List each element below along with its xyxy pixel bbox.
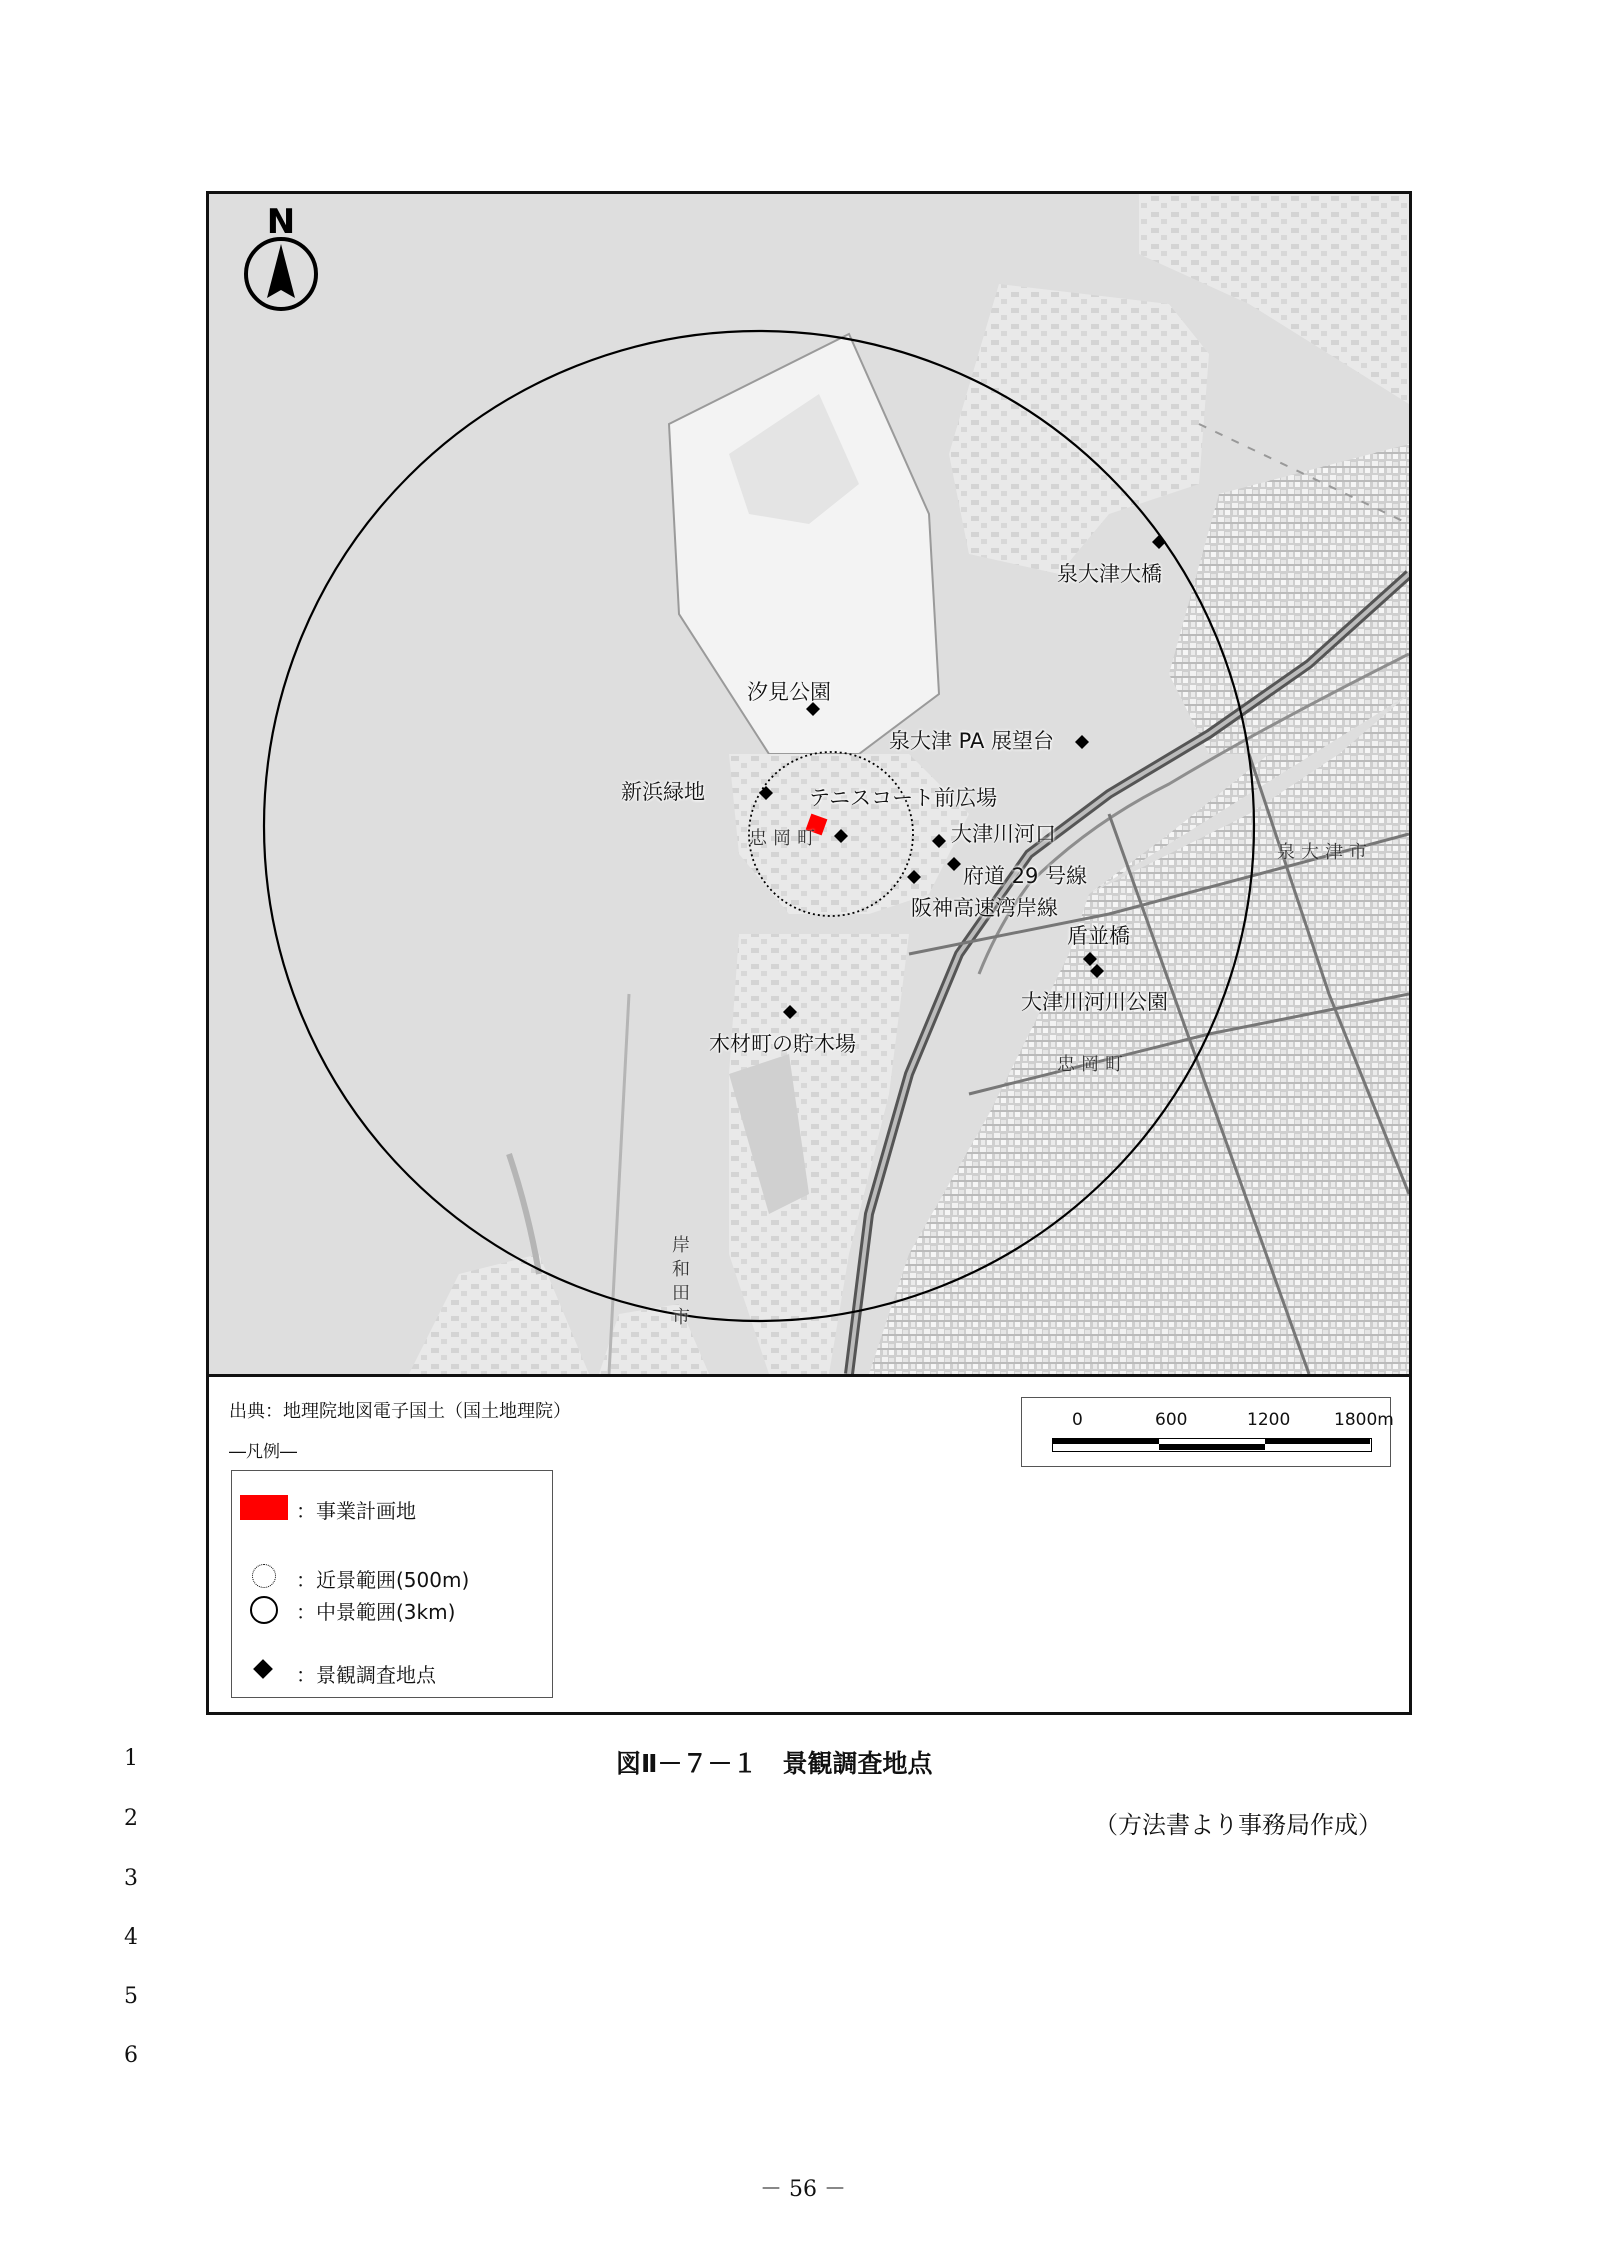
base-map — [209, 194, 1409, 1374]
line-number: 3 — [124, 1866, 138, 1891]
north-label: N — [266, 202, 296, 242]
project-site-swatch — [240, 1495, 288, 1520]
page-number: － 56 － — [760, 2177, 846, 2202]
scale-bar — [1021, 1397, 1394, 1467]
scale-tick-label: 0 — [1072, 1410, 1083, 1430]
figure-frame — [206, 191, 1412, 1715]
scale-bar-track — [1052, 1438, 1372, 1452]
map-area — [209, 194, 1409, 1377]
dotted-circle-icon — [252, 1564, 276, 1588]
survey-point-label: 泉大津 PA 展望台 — [889, 729, 1055, 753]
survey-point-label: 新浜緑地 — [621, 780, 705, 804]
place-name-kishiwada: 岸和田市 — [672, 1235, 690, 1328]
legend-heading: ―凡例― — [229, 1442, 297, 1462]
scale-tick-label: 1800m — [1334, 1410, 1394, 1430]
line-number: 2 — [124, 1806, 138, 1831]
survey-point-label: 盾並橋 — [1067, 924, 1130, 948]
survey-point-label: テニスコート前広場 — [809, 786, 998, 810]
line-number: 1 — [124, 1746, 138, 1771]
survey-point-label: 木材町の貯木場 — [709, 1032, 856, 1056]
figure-note: （方法書より事務局作成） — [1094, 1811, 1382, 1839]
survey-point-label: 阪神高速湾岸線 — [911, 896, 1058, 920]
place-name-tadaoka: 忠岡町 — [749, 828, 821, 849]
diamond-icon — [253, 1659, 273, 1679]
map-source: 出典：地理院地図電子国土（国土地理院） — [229, 1401, 571, 1422]
line-number: 5 — [124, 1984, 138, 2009]
circle-icon — [250, 1596, 278, 1624]
survey-point-label: 大津川河口 — [951, 822, 1056, 846]
scale-tick-label: 1200 — [1247, 1410, 1291, 1430]
legend: ：事業計画地 ：近景範囲(500m) ：中景範囲(3km) ：景観調査地点 — [231, 1470, 553, 1698]
line-number: 6 — [124, 2043, 138, 2068]
survey-point-label: 府道 29 号線 — [963, 864, 1088, 888]
place-name-tadaoka-right: 忠岡町 — [1057, 1054, 1129, 1075]
line-number: 4 — [124, 1925, 138, 1950]
survey-point-label: 汐見公園 — [747, 680, 831, 704]
place-name-izumiotsu: 泉大津市 — [1277, 842, 1373, 863]
figure-caption: 図Ⅱ－７－１ 景観調査地点 — [616, 1749, 933, 1778]
survey-point-label: 大津川河川公園 — [1021, 990, 1168, 1014]
survey-point-label: 泉大津大橋 — [1057, 562, 1162, 586]
scale-tick-label: 600 — [1155, 1410, 1188, 1430]
